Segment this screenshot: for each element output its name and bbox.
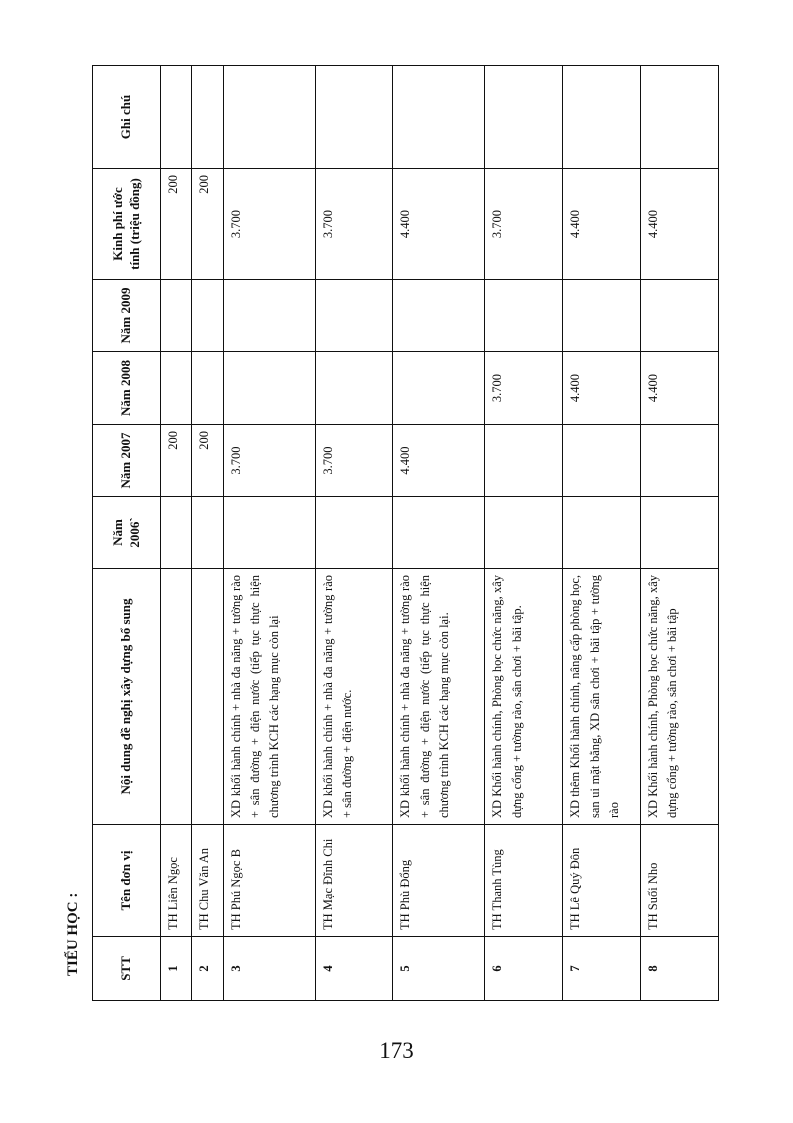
cell-year-2006: [485, 497, 563, 569]
cell-note: [315, 66, 393, 169]
cell-year-2008: 3.700: [485, 352, 563, 425]
cell-stt: 4: [315, 937, 393, 1001]
cell-unit: TH Thanh Tùng: [485, 825, 563, 937]
cell-note: [641, 66, 719, 169]
cell-year-2007: 3.700: [223, 425, 315, 497]
cell-cost: 4.400: [641, 169, 719, 280]
cell-cost: 3.700: [315, 169, 393, 280]
cell-stt: 2: [192, 937, 223, 1001]
cell-note: [223, 66, 315, 169]
cell-unit: TH Phú Ngọc B: [223, 825, 315, 937]
cell-year-2009: [315, 280, 393, 352]
page-number: 173: [379, 1038, 414, 1063]
cell-note: [485, 66, 563, 169]
cell-year-2006: [393, 497, 485, 569]
header-row: [93, 66, 161, 1001]
cell-year-2007: 200: [161, 425, 192, 497]
table-row: [393, 66, 485, 1001]
cell-year-2008: [161, 352, 192, 425]
cell-cost: 4.400: [563, 169, 641, 280]
cell-year-2006: [192, 497, 223, 569]
cell-content: XD khối hành chính + nhà đa năng + tường rào + sân đường + điện nước (tiếp tục thực hiện chương trình KCH các hạng mục còn lại.: [393, 569, 485, 825]
cell-content: XD Khối hành chính, Phòng học chức năng, xây dựng cổng + tường rào, sân chơi + bãi tập.: [485, 569, 563, 825]
rotated-table-wrapper: [92, 66, 719, 1001]
cell-cost: 200: [192, 169, 223, 280]
cell-stt: 6: [485, 937, 563, 1001]
header-content: Nội dung đề nghị xây dựng bổ sung: [93, 569, 161, 825]
cell-note: [161, 66, 192, 169]
cell-year-2006: [563, 497, 641, 569]
cell-year-2007: 4.400: [393, 425, 485, 497]
cell-content: XD khối hành chính + nhà đa năng + tường rào + sân đường + điện nước (tiếp tục thực hiện chương trình KCH các hạng mục còn lại: [223, 569, 315, 825]
cell-year-2007: [485, 425, 563, 497]
cell-unit: TH Liên Ngọc: [161, 825, 192, 937]
cell-year-2007: [563, 425, 641, 497]
table-row: [223, 66, 315, 1001]
table-row: [563, 66, 641, 1001]
cell-stt: 3: [223, 937, 315, 1001]
cell-year-2006: [223, 497, 315, 569]
cell-unit: TH Suối Nho: [641, 825, 719, 937]
cell-year-2009: [393, 280, 485, 352]
header-cost: Kinh phí ước tính (triệu đồng): [93, 169, 161, 280]
header-year-2009: Năm 2009: [93, 280, 161, 352]
cell-stt: 5: [393, 937, 485, 1001]
table-row: [315, 66, 393, 1001]
cell-unit: TH Chu Văn An: [192, 825, 223, 937]
table-row: [192, 66, 223, 1001]
cell-year-2009: [223, 280, 315, 352]
header-stt: STT: [93, 937, 161, 1001]
cell-note: [563, 66, 641, 169]
cell-note: [393, 66, 485, 169]
cell-year-2009: [563, 280, 641, 352]
section-heading: TIỂU HỌC :: [65, 892, 81, 976]
cell-year-2007: [641, 425, 719, 497]
cell-note: [192, 66, 223, 169]
cell-stt: 7: [563, 937, 641, 1001]
table-row: [161, 66, 192, 1001]
header-year-2008: Năm 2008: [93, 352, 161, 425]
cell-year-2008: [192, 352, 223, 425]
cell-cost: 3.700: [485, 169, 563, 280]
cell-cost: 3.700: [223, 169, 315, 280]
cell-year-2006: [161, 497, 192, 569]
cell-year-2007: 3.700: [315, 425, 393, 497]
cell-year-2006: [315, 497, 393, 569]
cell-year-2009: [641, 280, 719, 352]
cell-stt: 1: [161, 937, 192, 1001]
cell-year-2009: [485, 280, 563, 352]
cell-unit: TH Phù Đổng: [393, 825, 485, 937]
cell-year-2009: [161, 280, 192, 352]
header-year-2006: Năm 2006`: [93, 497, 161, 569]
cell-unit: TH Lê Quý Đôn: [563, 825, 641, 937]
cell-content: [192, 569, 223, 825]
cell-content: [161, 569, 192, 825]
cell-year-2008: [393, 352, 485, 425]
cell-cost: 200: [161, 169, 192, 280]
cell-year-2008: [223, 352, 315, 425]
header-year-2007: Năm 2007: [93, 425, 161, 497]
cell-content: XD Khối hành chính, Phòng học chức năng, xây dựng cổng + tường rào, sân chơi + bãi tập: [641, 569, 719, 825]
construction-plan-table: [92, 65, 719, 1001]
header-unit: Tên đơn vị: [93, 825, 161, 937]
cell-unit: TH Mạc Đĩnh Chi: [315, 825, 393, 937]
cell-stt: 8: [641, 937, 719, 1001]
header-note: Ghi chú: [93, 66, 161, 169]
cell-year-2008: 4.400: [563, 352, 641, 425]
table-row: [641, 66, 719, 1001]
cell-content: XD thêm Khối hành chính, nâng cấp phòng học, san ui mặt bằng, XD sân chơi + bãi tập + tường rào: [563, 569, 641, 825]
cell-year-2009: [192, 280, 223, 352]
cell-content: XD khối hành chính + nhà đa năng + tường rào + sân đường + điện nước.: [315, 569, 393, 825]
table-row: [485, 66, 563, 1001]
cell-year-2008: 4.400: [641, 352, 719, 425]
cell-year-2007: 200: [192, 425, 223, 497]
cell-year-2008: [315, 352, 393, 425]
cell-cost: 4.400: [393, 169, 485, 280]
cell-year-2006: [641, 497, 719, 569]
